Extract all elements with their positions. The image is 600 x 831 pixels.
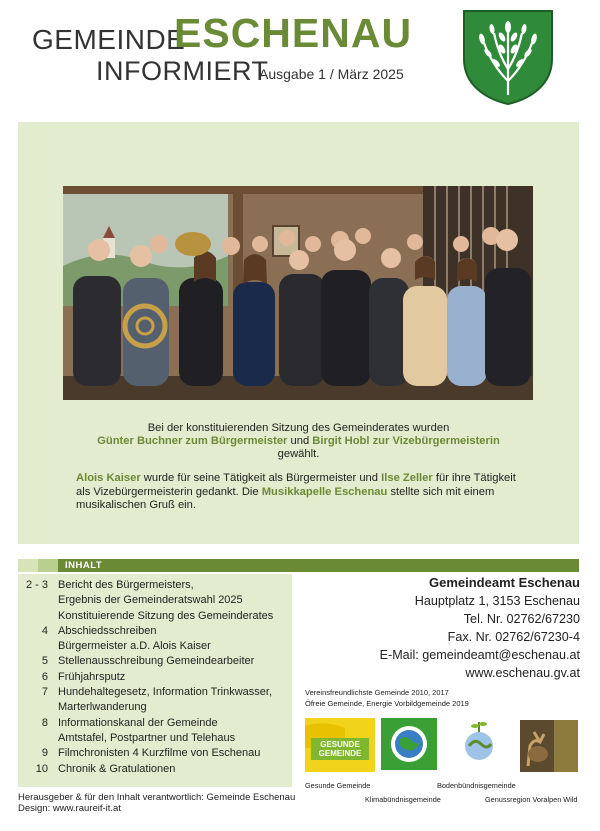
bar-segment-main <box>58 559 579 572</box>
awards-text <box>305 687 469 709</box>
toc-page: 9 <box>41 747 48 760</box>
toc-page <box>18 639 58 654</box>
toc-title: Konstituierende Sitzung des Gemeinderates <box>58 609 274 622</box>
toc-entry[interactable] <box>18 578 292 593</box>
toc-title: Bürgermeister a.D. Alois Kaiser <box>58 640 211 653</box>
feature-panel <box>18 122 579 544</box>
toc-entry[interactable] <box>18 593 292 608</box>
toc-page: 6 <box>41 670 48 683</box>
para-text-2: für ihre Tätigkeit als Vizebürgermeisterin gedankt. Die <box>76 472 516 498</box>
toc-title: Bericht des Bürgermeisters, <box>58 579 194 591</box>
table-of-contents <box>18 578 292 777</box>
award-line-2: Öfreie Gemeinde, Energie Vorbildgemeinde 2019 <box>305 699 469 708</box>
toc-page: 5 <box>41 655 48 668</box>
contact-address: Hauptplatz 1, 3153 Eschenau <box>414 594 580 608</box>
name-ilse-zeller: Ilse Zeller <box>381 472 433 484</box>
toc-title: Chronik & Gratulationen <box>58 762 176 775</box>
name-alois-kaiser: Alois Kaiser <box>76 472 141 484</box>
toc-entry[interactable] <box>18 609 292 624</box>
award-line-1: Vereinsfreundlichste Gemeinde 2010, 2017 <box>305 688 449 697</box>
inhalt-bar <box>18 559 579 572</box>
toc-title: Frühjahrsputz <box>58 670 126 683</box>
caption-mayor: Günter Buchner zum Bürgermeister <box>97 435 288 447</box>
thanks-paragraph <box>76 472 521 513</box>
toc-entry[interactable] <box>18 639 292 654</box>
toc-page: 2 - 3 <box>25 579 48 591</box>
contact-title: Gemeindeamt Eschenau <box>429 575 580 590</box>
contact-block <box>380 574 580 682</box>
footer-design[interactable]: Design: www.raureif-it.at <box>18 803 121 814</box>
caption-intro: Bei der konstituierenden Sitzung des Gemeinderates wurden <box>147 422 450 434</box>
toc-title: Marterlwanderung <box>58 701 147 714</box>
group-photo <box>63 186 533 400</box>
gesunde-gemeinde-logo-icon <box>305 718 375 772</box>
toc-title: Hundehaltegesetz, Information Trinkwasser, <box>58 686 273 699</box>
footer-publisher: Herausgeber & für den Inhalt verantwortlich: Gemeinde Eschenau <box>18 792 296 803</box>
toc-entry[interactable] <box>18 746 292 761</box>
photo-caption <box>76 422 521 461</box>
toc-title: Filmchronisten 4 Kurzfilme von Eschenau <box>58 747 261 760</box>
footer-credits <box>18 792 295 814</box>
toc-entry[interactable] <box>18 670 292 685</box>
caption-klimabuendnis: Klimabündnisgemeinde <box>365 795 441 804</box>
toc-page <box>18 593 58 608</box>
caption-and: und <box>290 435 310 447</box>
toc-entry[interactable] <box>18 624 292 639</box>
svg-text:GEMEINDE: GEMEINDE <box>318 749 362 758</box>
toc-page: 7 <box>41 686 48 699</box>
caption-bodenbuendnis: Bodenbündnisgemeinde <box>437 781 516 790</box>
masthead-gemeinde: GEMEINDE <box>32 24 186 55</box>
toc-page: 4 <box>41 624 48 637</box>
masthead-eschenau: ESCHENAU <box>174 10 413 56</box>
toc-title: Ergebnis der Gemeinderatswahl 2025 <box>58 594 243 607</box>
masthead-informiert: INFORMIERT <box>96 56 269 86</box>
toc-page: 8 <box>41 716 48 729</box>
para-text-1: wurde für seine Tätigkeit als Bürgermeister und <box>143 472 379 484</box>
contact-email[interactable]: E-Mail: gemeindeamt@eschenau.at <box>379 648 580 662</box>
name-musikkapelle: Musikkapelle Eschenau <box>261 485 388 498</box>
contact-website[interactable]: www.eschenau.gv.at <box>465 666 580 680</box>
caption-gesunde-gemeinde: Gesunde Gemeinde <box>305 781 371 790</box>
bar-segment-mid <box>38 559 58 572</box>
toc-page: 10 <box>35 762 48 775</box>
toc-entry[interactable] <box>18 654 292 669</box>
toc-entry[interactable] <box>18 716 292 731</box>
caption-genussregion: Genussregion Voralpen Wild <box>485 795 578 804</box>
toc-entry[interactable] <box>18 762 292 777</box>
toc-title: Stellenausschreibung Gemeindearbeiter <box>58 655 255 668</box>
para-text-3: stellte sich mit einem musikalischen Gruß ein. <box>76 485 495 511</box>
toc-page <box>18 731 58 746</box>
toc-title: Abschiedsschreiben <box>58 624 157 637</box>
caption-vice-mayor: Birgit Hobl zur Vizebürgermeisterin <box>312 435 500 447</box>
contact-phone[interactable]: Tel. Nr. 02762/67230 <box>463 612 580 626</box>
issue-label: Ausgabe 1 / März 2025 <box>259 66 404 82</box>
caption-end: gewählt. <box>277 448 320 460</box>
svg-text:GESUNDE: GESUNDE <box>320 740 360 749</box>
toc-entry[interactable] <box>18 731 292 746</box>
bodenbuendnis-logo-icon <box>455 718 503 768</box>
contact-fax: Fax. Nr. 02762/67230-4 <box>447 630 580 644</box>
coat-of-arms-icon <box>462 9 554 105</box>
genussregion-logo-icon <box>520 720 578 772</box>
group-photo-illustration <box>63 186 533 400</box>
toc-entry[interactable] <box>18 700 292 715</box>
toc-title: Amtstafel, Postpartner und Telehaus <box>58 731 236 744</box>
toc-page <box>18 700 58 715</box>
toc-entry[interactable] <box>18 685 292 700</box>
toc-title: Informationskanal der Gemeinde <box>58 716 218 729</box>
bar-segment-light <box>18 559 38 572</box>
inhalt-heading: INHALT <box>65 560 103 571</box>
toc-page <box>18 609 58 624</box>
klimabuendnis-logo-icon <box>381 718 437 770</box>
